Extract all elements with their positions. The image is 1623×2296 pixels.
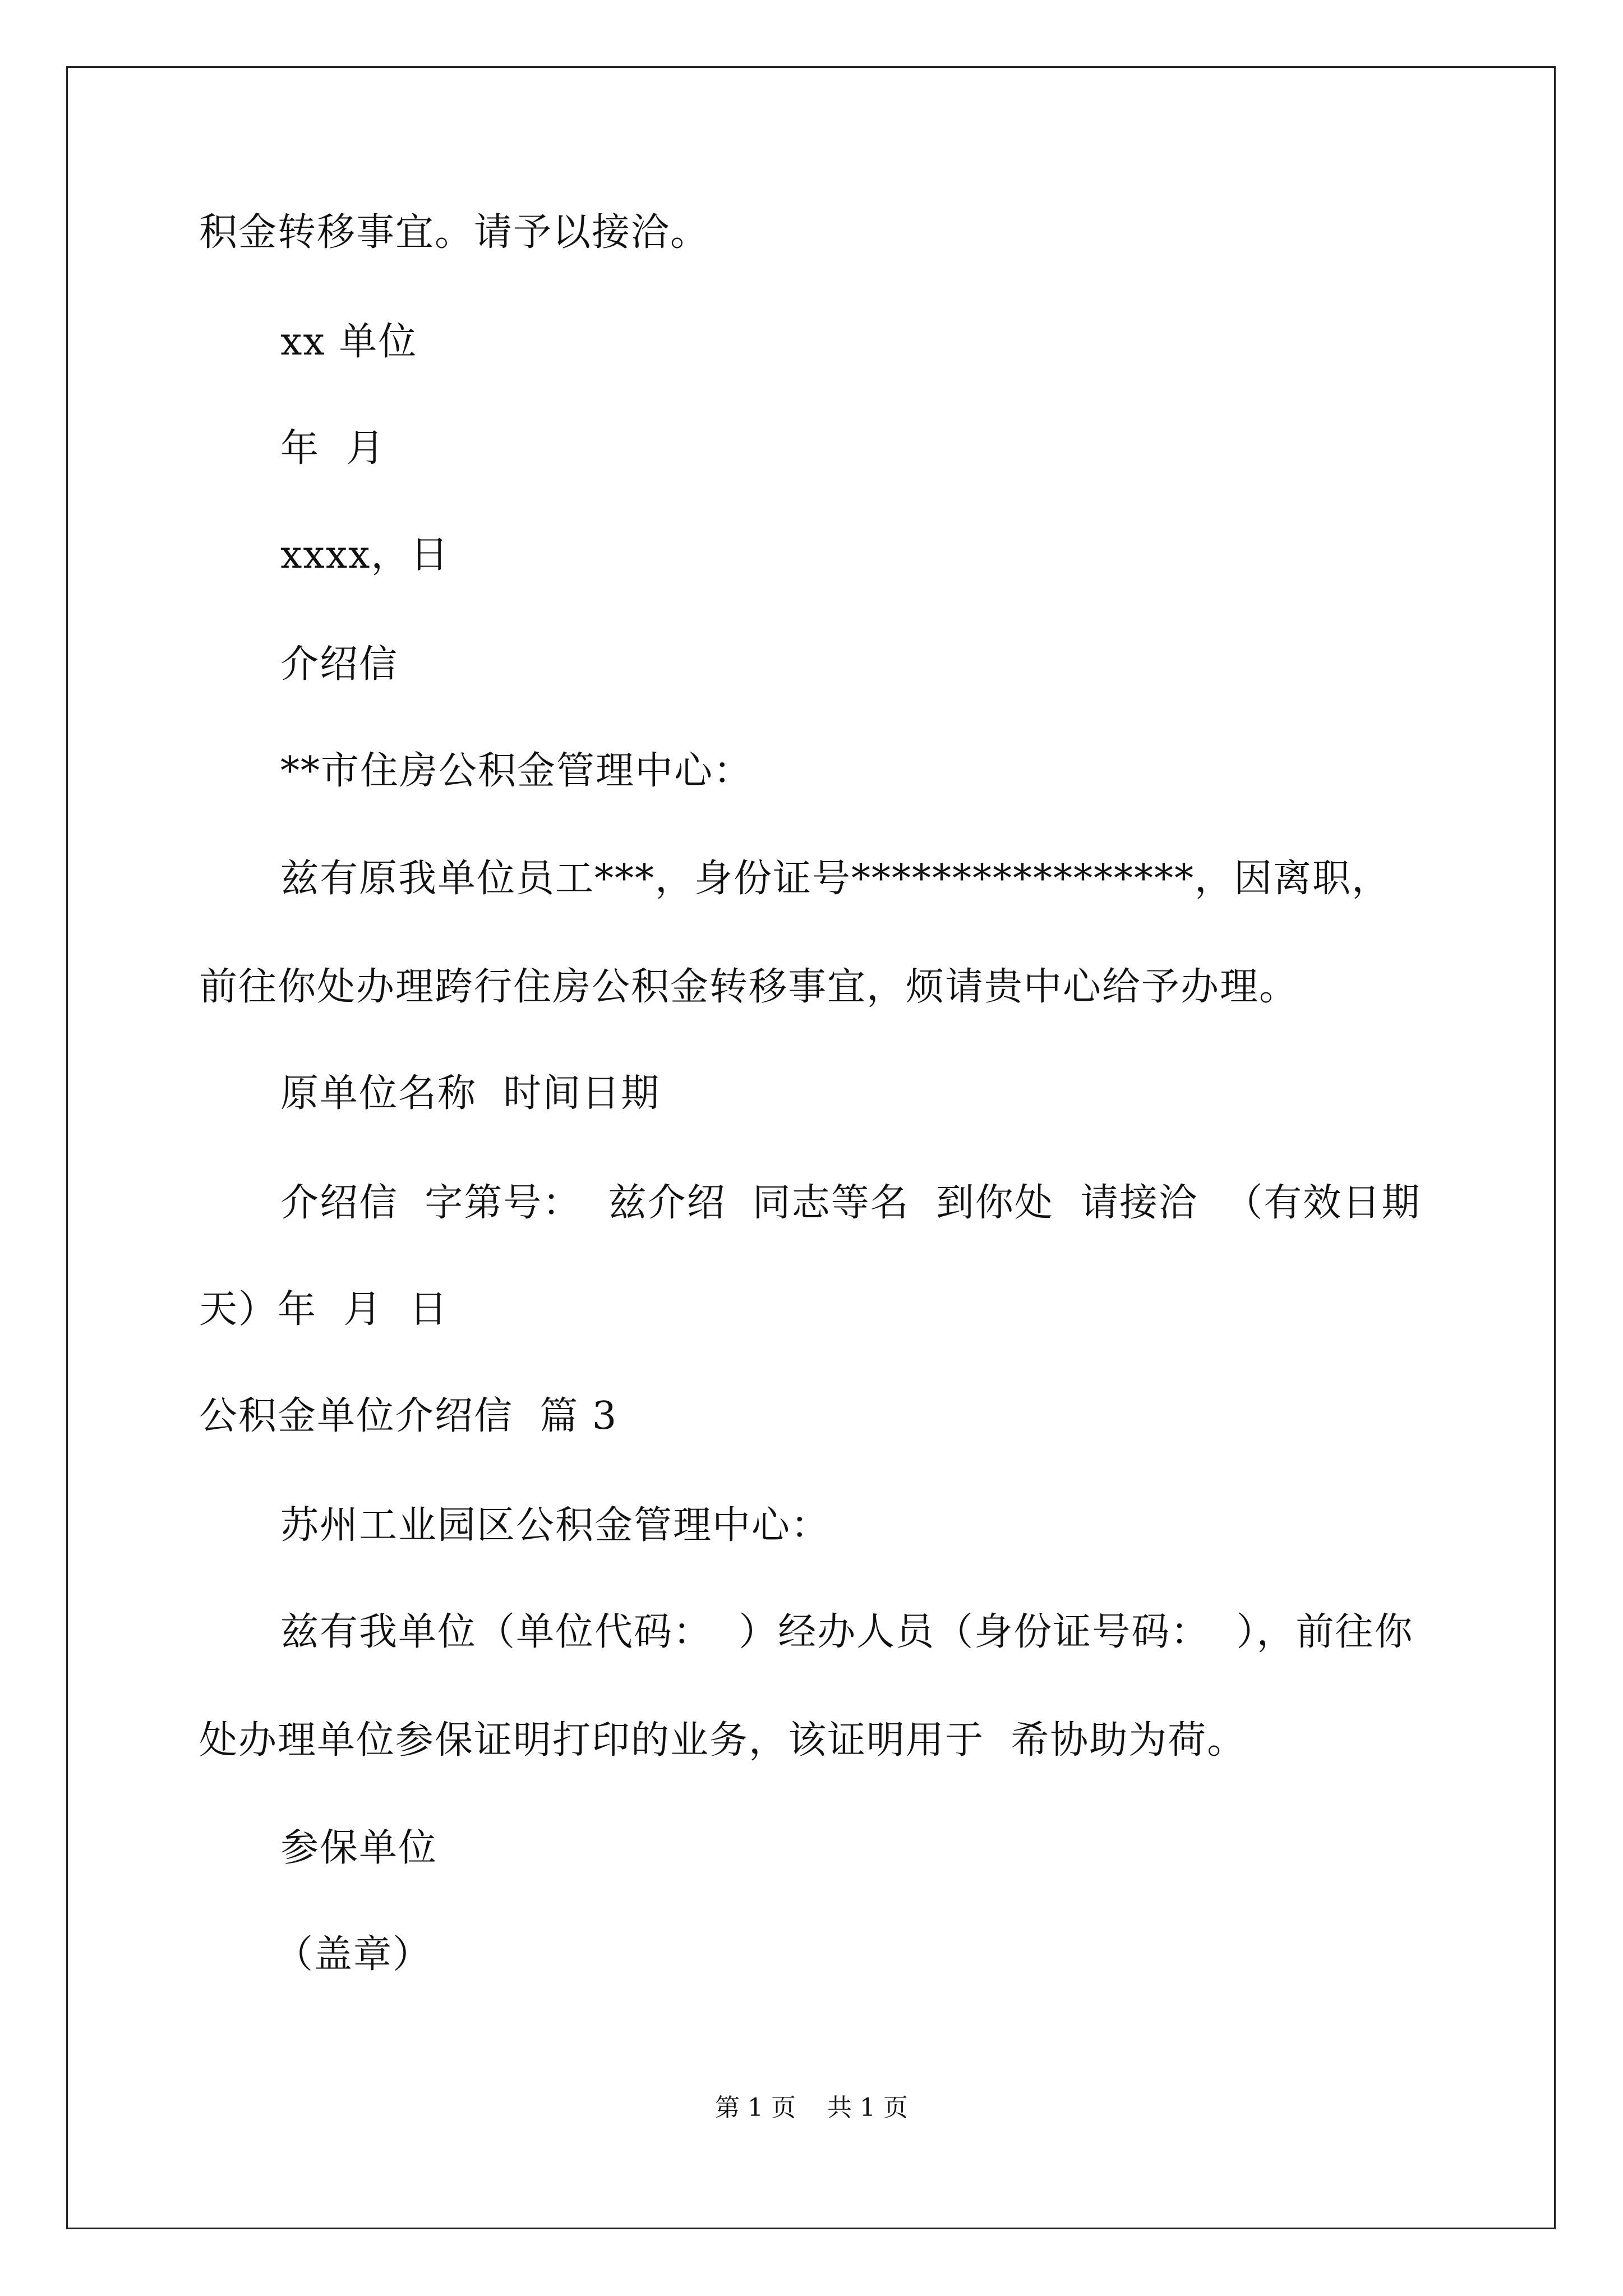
page-border [66,66,1556,2229]
text-line-body-2: 前往你处办理跨行住房公积金转移事宜，烦请贵中心给予办理。 [199,965,1299,1009]
text-line-addressee: **市住房公积金管理中心： [280,749,753,793]
text-line-continuation: 积金转移事宜。请予以接洽。 [199,210,710,255]
text-line-template-2: 天）年 月 日 [199,1287,449,1332]
text-line-seal: （盖章） [275,1932,432,1977]
page-footer: 第 1 页 共 1 页 [715,2093,908,2122]
text-line-addressee-2: 苏州工业园区公积金管理中心： [280,1503,831,1548]
section-heading: 公积金单位介绍信 篇 3 [199,1394,618,1438]
text-line-letter-title: 介绍信 [280,642,399,687]
text-line-year-month: 年 月 [280,426,386,471]
text-line-day: xxxx，日 [280,533,450,577]
text-line-body-3: 兹有我单位（单位代码： ）经办人员（身份证号码： ），前往你 [280,1610,1414,1654]
text-line-unit: xx 单位 [280,320,418,364]
text-line-body-1: 兹有原我单位员工***，身份证号*****************，因离职， [280,857,1391,901]
text-line-template-1: 介绍信 字第号： 兹介绍 同志等名 到你处 请接洽 （有效日期 [280,1181,1421,1225]
text-line-body-4: 处办理单位参保证明打印的业务，该证明用于 希协助为荷。 [199,1718,1247,1763]
text-line-insured-unit: 参保单位 [280,1826,438,1870]
text-line-original-unit: 原单位名称 时间日期 [280,1071,661,1116]
